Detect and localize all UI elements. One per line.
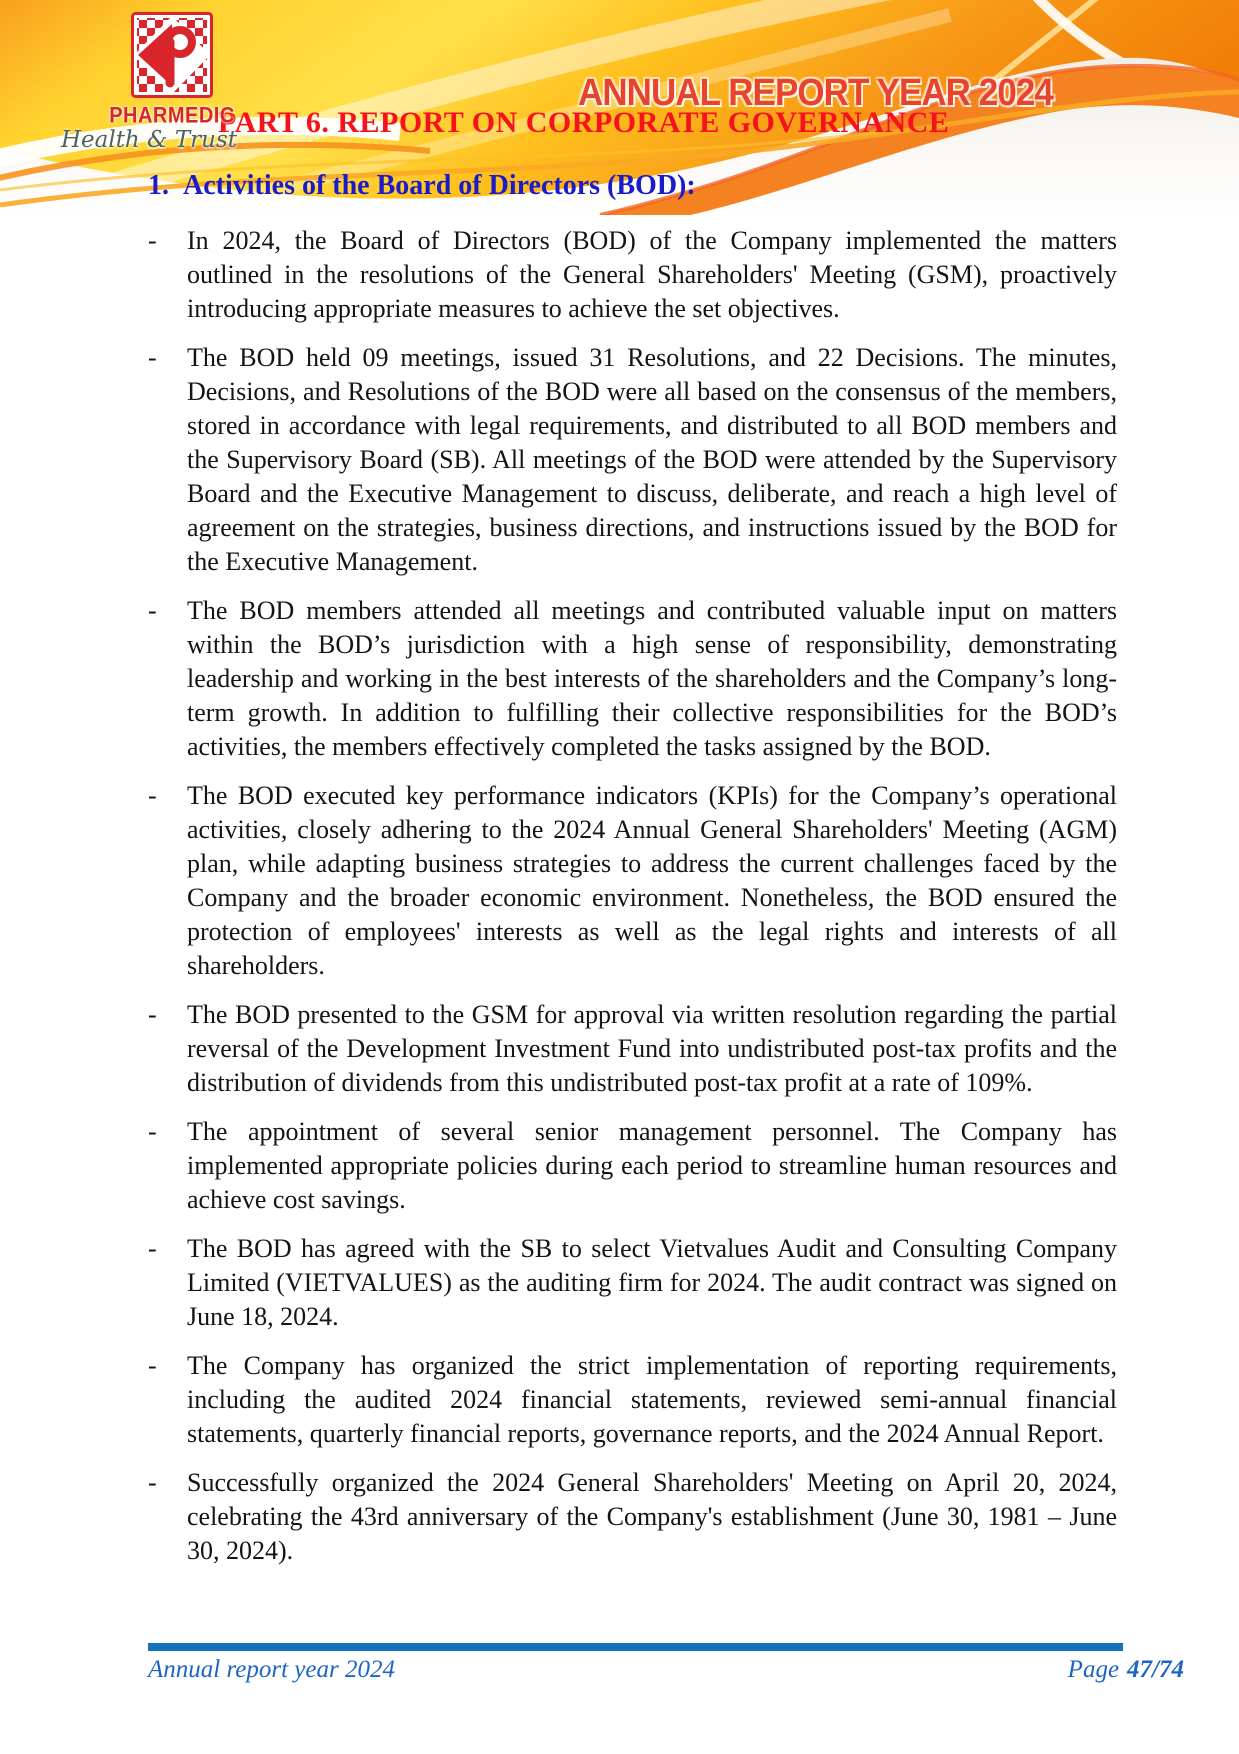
bullet-marker: - <box>148 1234 157 1263</box>
bullet-text: In 2024, the Board of Directors (BOD) of the Company implemented the matters outlined in the resolutions of the General Shareholders' Meeting (GSM), proactively introducing appropriate measures to achieve the set objectives. <box>187 226 1117 323</box>
section-number: 1. <box>148 170 169 201</box>
footer-page <box>1068 1656 1184 1684</box>
bullet-marker: - <box>148 1117 157 1146</box>
bullet-marker: - <box>148 781 157 810</box>
bullet-list <box>148 224 1117 1568</box>
bullet-item <box>148 1466 1117 1568</box>
company-logo <box>60 12 250 153</box>
part-section-title: PART 6. REPORT ON CORPORATE GOVERNANCE <box>218 106 950 139</box>
bullet-text: The BOD members attended all meetings and contributed valuable input on matters within the BOD’s jurisdiction with a high sense of responsibility, demonstrating leadership and working in the best interests of the shareholders and the Company’s long-term growth. In addition to fulfilling their collective responsibilities for the BOD’s activities, the members effectively completed the tasks assigned by the BOD. <box>187 596 1117 761</box>
bullet-marker: - <box>148 1351 157 1380</box>
bullet-item <box>148 224 1117 326</box>
bullet-marker: - <box>148 226 157 255</box>
brand-name: PHARMEDIC <box>109 103 235 129</box>
page-number: 47/74 <box>1127 1656 1184 1683</box>
bullet-text: The BOD held 09 meetings, issued 31 Resolutions, and 22 Decisions. The minutes, Decisions, and Resolutions of the BOD were all based on the consensus of the members, stored in accordance with legal requirements, and distributed to all BOD members and the Supervisory Board (SB). All meetings of the BOD were attended by the Supervisory Board and the Executive Management to discuss, deliberate, and reach a high level of agreement on the strategies, business directions, and instructions issued by the BOD for the Executive Management. <box>187 343 1117 576</box>
bullet-item <box>148 1115 1117 1217</box>
section-title: Activities of the Board of Directors (BOD): <box>183 170 696 201</box>
bullet-item <box>148 341 1117 579</box>
footer-left-text: Annual report year 2024 <box>148 1656 395 1683</box>
page-footer <box>148 1656 1184 1684</box>
annual-report-title: ANNUAL REPORT YEAR 2024 <box>578 72 1053 114</box>
pharmedic-p-logo-icon <box>131 12 213 98</box>
bullet-marker: - <box>148 1000 157 1029</box>
bullet-text: Successfully organized the 2024 General Shareholders' Meeting on April 20, 2024, celebrating the 43rd anniversary of the Company's establishment (June 30, 1981 – June 30, 2024). <box>187 1468 1117 1565</box>
report-body <box>148 168 1117 1583</box>
bullet-marker: - <box>148 343 157 372</box>
bullet-item <box>148 594 1117 764</box>
bullet-text: The BOD has agreed with the SB to select Vietvalues Audit and Consulting Company Limited (VIETVALUES) as the auditing firm for 2024. The audit contract was signed on June 18, 2024. <box>187 1234 1117 1331</box>
section-heading <box>148 168 1117 204</box>
bullet-marker: - <box>148 1468 157 1497</box>
page-label: Page <box>1067 1656 1120 1683</box>
bullet-text: The BOD executed key performance indicators (KPIs) for the Company’s operational activities, closely adhering to the 2024 Annual General Shareholders' Meeting (AGM) plan, while adapting business strategies to address the current challenges faced by the Company and the broader economic environment. Nonetheless, the BOD ensured the protection of employees' interests as well as the legal rights and interests of all shareholders. <box>187 781 1117 980</box>
bullet-text: The appointment of several senior management personnel. The Company has implemented appropriate policies during each period to streamline human resources and achieve cost savings. <box>187 1117 1117 1214</box>
footer-divider <box>148 1643 1123 1651</box>
bullet-item <box>148 779 1117 983</box>
bullet-text: The BOD presented to the GSM for approval via written resolution regarding the partial reversal of the Development Investment Fund into undistributed post-tax profits and the distribution of dividends from this undistributed post-tax profit at a rate of 109%. <box>187 1000 1117 1097</box>
bullet-item <box>148 998 1117 1100</box>
brand-tagline: Health & Trust <box>60 127 238 153</box>
bullet-item <box>148 1349 1117 1451</box>
bullet-text: The Company has organized the strict implementation of reporting requirements, including the audited 2024 financial statements, reviewed semi-annual financial statements, quarterly financial reports, governance reports, and the 2024 Annual Report. <box>187 1351 1117 1448</box>
bullet-marker: - <box>148 596 157 625</box>
bullet-item <box>148 1232 1117 1334</box>
